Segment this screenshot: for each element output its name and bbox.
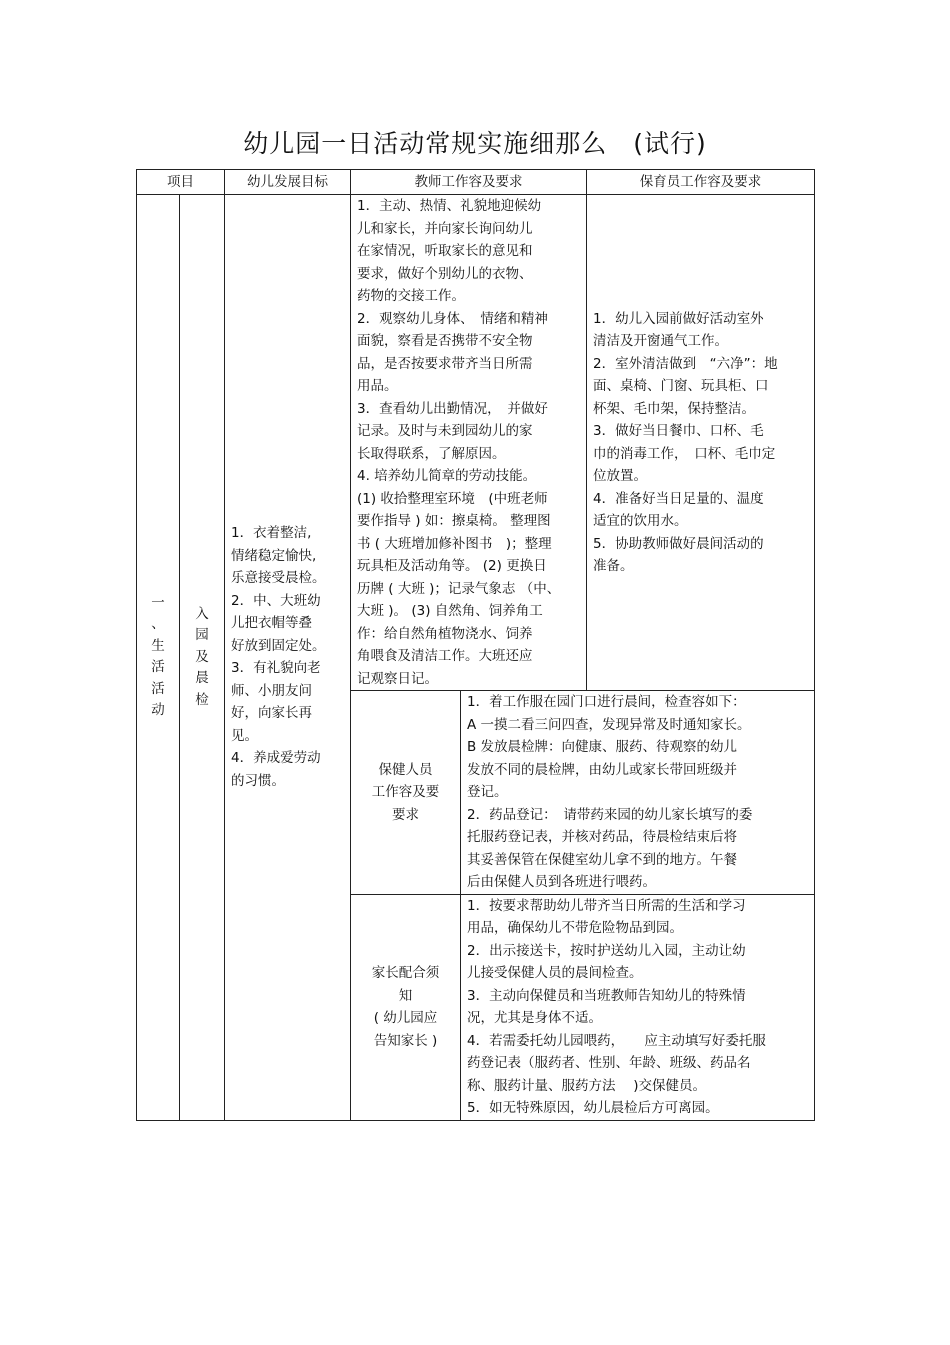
health-line: A 一摸二看三问四查，发现异常及时通知家长。	[467, 716, 751, 733]
section-label	[137, 195, 180, 1121]
goal-line: 好放到固定处。	[231, 637, 326, 654]
subsection-char: 入	[195, 605, 209, 622]
teacher-line: 药物的交接工作。	[357, 288, 465, 304]
section-char: 活	[151, 680, 165, 697]
teacher-line: 用品。	[357, 378, 398, 394]
goal-cell	[225, 195, 351, 1121]
goal-line: 3．有礼貌向老	[231, 660, 321, 677]
nurse-cell	[587, 195, 815, 691]
teacher-line: 玩具柜及活动角等。 (2) 更换日	[357, 558, 547, 574]
header-goal: 幼儿发展目标	[225, 170, 351, 195]
teacher-line: 角喂食及清洁工作。大班还应	[357, 648, 533, 664]
subsection-char: 晨	[195, 670, 209, 686]
row-teacher-nurse	[137, 195, 815, 691]
parent-line: 称、服药计量、服药方法 )交保健员。	[467, 1077, 707, 1094]
teacher-cell	[351, 195, 587, 691]
health-label-line: 保健人员	[378, 761, 433, 778]
header-project: 项目	[137, 170, 225, 195]
goal-line: 好，向家长再	[231, 705, 312, 722]
parent-label-line: 知	[398, 987, 413, 1004]
teacher-line: 历牌 ( 大班 )；记录气象志 （中、	[357, 580, 561, 597]
parent-text	[467, 895, 808, 1120]
parent-label-line: ( 幼儿园应	[373, 1010, 438, 1026]
nurse-line: 适宜的饮用水。	[593, 513, 688, 529]
health-line: 1．着工作服在园门口进行晨间，检查容如下：	[467, 694, 746, 710]
teacher-line: 要作指导 ) 如：擦桌椅。 整理图	[357, 513, 551, 529]
teacher-line: 品，是否按要求带齐当日所需	[357, 355, 533, 372]
teacher-line: 书 ( 大班增加修补图书 )；整理	[357, 535, 552, 552]
parent-label	[351, 894, 461, 1120]
teacher-line: 2．观察幼儿身体、 情绪和精神	[357, 310, 548, 327]
parent-line: 4．若需委托幼儿园喂药， 应主动填写好委托服	[467, 1032, 766, 1049]
nurse-line: 准备。	[593, 558, 634, 574]
nurse-line: 1．幼儿入园前做好活动室外	[593, 310, 764, 327]
health-line: 其妥善保管在保健室幼儿拿不到的地方。午餐	[467, 851, 737, 868]
teacher-line: 作：给自然角植物浇水、饲养	[357, 625, 533, 642]
nurse-line: 清洁及开窗通气工作。	[593, 333, 728, 349]
health-label	[351, 691, 461, 895]
nurse-line: 杯架、毛巾架，保持整洁。	[593, 400, 755, 417]
parent-label-text	[351, 962, 460, 1052]
nurse-line: 5．协助教师做好晨间活动的	[593, 535, 764, 552]
section-char: 生	[151, 637, 165, 654]
goal-line: 儿把衣帽等叠	[231, 615, 312, 632]
teacher-text	[357, 195, 580, 690]
goal-line: 师、小朋友问	[231, 682, 312, 699]
parent-line: 2．出示接送卡，按时护送幼儿入园，主动让幼	[467, 942, 746, 959]
subsection-char: 园	[195, 627, 209, 643]
goal-text	[231, 522, 344, 792]
teacher-line: 在家情况，听取家长的意见和	[357, 243, 533, 259]
health-line: B 发放晨检牌：向健康、服药、待观察的幼儿	[467, 739, 738, 755]
subsection-char: 检	[195, 691, 209, 708]
goal-line: 2．中、大班幼	[231, 592, 321, 609]
header-row	[137, 170, 815, 195]
teacher-line: 大班 )。 (3) 自然角、饲养角工	[357, 603, 543, 619]
goal-line: 1．衣着整洁,	[231, 525, 312, 542]
health-line: 托服药登记表，并核对药品，待晨检结束后将	[467, 829, 737, 845]
teacher-line: 记录。及时与未到园幼儿的家	[357, 423, 533, 439]
parent-line: 儿接受保健人员的晨间检查。	[467, 965, 643, 981]
goal-line: 的习惯。	[231, 772, 285, 789]
parent-line: 1．按要求帮助幼儿带齐当日所需的生活和学习	[467, 897, 746, 914]
parent-line: 3．主动向保健员和当班教师告知幼儿的特殊情	[467, 987, 746, 1004]
health-label-text	[351, 759, 460, 827]
teacher-line: 长取得联系，了解原因。	[357, 445, 506, 462]
nurse-line: 面、桌椅、门窗、玩具柜、口	[593, 378, 769, 394]
routine-table	[136, 169, 815, 1121]
nurse-line: 2．室外清洁做到 “六净”：地	[593, 355, 778, 372]
teacher-line: (1) 收拾整理室环境 (中班老师	[357, 490, 548, 507]
nurse-line: 位放置。	[593, 468, 647, 484]
teacher-line: 3．查看幼儿出勤情况， 并做好	[357, 400, 548, 417]
health-label-line: 要求	[392, 806, 419, 823]
goal-line: 情绪稳定愉快,	[231, 547, 317, 564]
health-line: 登记。	[467, 784, 508, 800]
goal-line: 4．养成爱劳动	[231, 750, 321, 767]
section-char: 、	[151, 616, 165, 633]
parent-line: 用品，确保幼儿不带危险物品到园。	[467, 920, 683, 936]
parent-line: 药登记表（服药者、性别、年龄、班级、药品名	[467, 1055, 751, 1071]
teacher-line: 面貌，察看是否携带不安全物	[357, 333, 533, 349]
nurse-line: 巾的消毒工作， 口杯、毛巾定	[593, 445, 776, 462]
parent-label-line: 家长配合须	[371, 965, 440, 981]
teacher-line: 记观察日记。	[357, 670, 438, 687]
nurse-text	[593, 308, 808, 578]
nurse-line: 4．准备好当日足量的、温度	[593, 490, 764, 507]
teacher-line: 要求，做好个别幼儿的衣物、	[357, 265, 533, 282]
parent-line: 5．如无特殊原因，幼儿晨检后方可离园。	[467, 1100, 719, 1116]
health-cell	[461, 691, 815, 895]
parent-cell	[461, 894, 815, 1120]
nurse-line: 3．做好当日餐巾、口杯、毛	[593, 423, 764, 439]
health-text	[467, 691, 808, 894]
header-teacher: 教师工作容及要求	[351, 170, 587, 195]
parent-label-line: 告知家长 )	[373, 1032, 438, 1049]
teacher-line: 4. 培养幼儿简章的劳动技能。	[357, 468, 537, 484]
section-char: 活	[151, 659, 165, 676]
health-line: 发放不同的晨检牌，由幼儿或家长带回班级并	[467, 761, 737, 778]
section-char: 动	[151, 702, 165, 719]
health-label-line: 工作容及要	[371, 784, 440, 800]
subsection-label	[180, 195, 225, 1121]
parent-line: 况，尤其是身体不适。	[467, 1010, 602, 1026]
subsection-char: 及	[195, 648, 209, 665]
teacher-line: 1．主动、热情、礼貌地迎候幼	[357, 198, 542, 214]
teacher-line: 儿和家长，并向家长询问幼儿	[357, 220, 533, 237]
goal-line: 乐意接受晨检。	[231, 570, 326, 587]
header-nurse: 保育员工作容及要求	[587, 170, 815, 195]
page-title: 幼儿园一日活动常规实施细那么 (试行)	[243, 129, 707, 158]
goal-line: 见。	[231, 727, 258, 744]
health-line: 2．药品登记： 请带药来园的幼儿家长填写的委	[467, 806, 753, 823]
section-char: 一	[151, 594, 165, 611]
health-line: 后由保健人员到各班进行喂药。	[467, 874, 656, 890]
